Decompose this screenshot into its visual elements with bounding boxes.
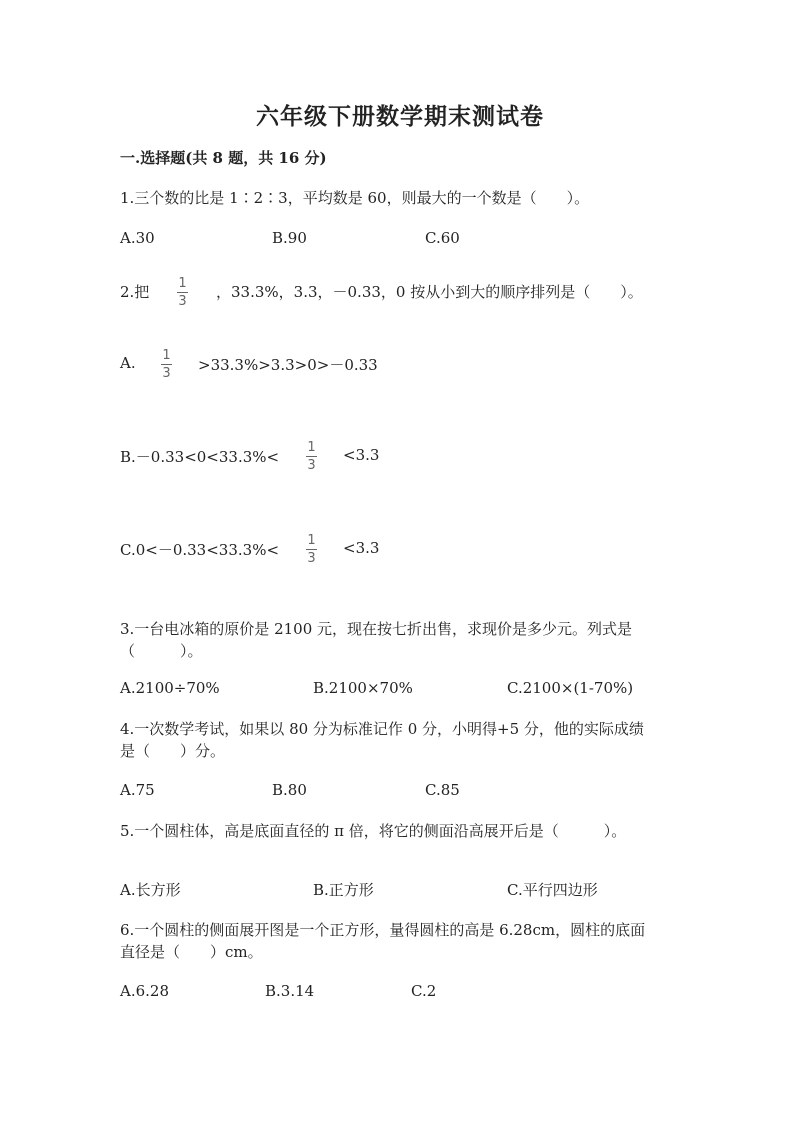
question-1-option-c: C.60 — [425, 229, 460, 247]
question-2-option-c-prefix: C.0<－0.33<33.3%< — [120, 541, 280, 559]
fraction-numerator: 1 — [307, 533, 316, 548]
fraction-bar — [306, 456, 317, 457]
question-3-option-b: B.2100×70% — [313, 679, 413, 697]
fraction-denominator: 3 — [307, 551, 316, 566]
question-1-option-a: A.30 — [120, 229, 155, 247]
fraction-numerator: 1 — [178, 276, 187, 291]
question-2-option-a-suffix: >33.3%>3.3>0>－0.33 — [198, 356, 378, 374]
question-6-option-b: B.3.14 — [265, 982, 315, 1000]
question-1-option-b: B.90 — [272, 229, 307, 247]
question-5-text: 5.一个圆柱体，高是底面直径的 π 倍，将它的侧面沿高展开后是（ ）。 — [120, 822, 627, 840]
question-4-option-a: A.75 — [120, 781, 155, 799]
question-2-option-a-prefix: A. — [120, 354, 136, 372]
question-2-option-c-suffix: <3.3 — [343, 539, 380, 557]
question-4-line-1: 4.一次数学考试，如果以 80 分为标准记作 0 分，小明得+5 分，他的实际成绩 — [120, 720, 644, 738]
section-heading: 一.选择题(共 8 题，共 16 分) — [120, 149, 327, 167]
question-6-line-1: 6.一个圆柱的侧面展开图是一个正方形，量得圆柱的高是 6.28cm，圆柱的底面 — [120, 921, 646, 939]
question-3-option-a: A.2100÷70% — [120, 679, 220, 697]
question-3-line-2: （ ）。 — [120, 642, 203, 660]
question-5-option-c: C.平行四边形 — [507, 881, 598, 899]
fraction-bar — [177, 292, 188, 293]
question-4-option-b: B.80 — [272, 781, 307, 799]
question-2-option-b-prefix: B.－0.33<0<33.3%< — [120, 448, 280, 466]
fraction-numerator: 1 — [162, 348, 171, 363]
fraction-numerator: 1 — [307, 440, 316, 455]
fraction-denominator: 3 — [307, 458, 316, 473]
question-3-option-c: C.2100×(1-70%) — [507, 679, 634, 697]
question-2-option-b-suffix: <3.3 — [343, 446, 380, 464]
fraction-denominator: 3 — [162, 366, 171, 381]
question-6-option-c: C.2 — [411, 982, 437, 1000]
question-6-option-a: A.6.28 — [120, 982, 169, 1000]
fraction-one-third — [177, 276, 188, 309]
fraction-denominator: 3 — [178, 294, 187, 309]
question-4-line-2: 是（ ）分。 — [120, 742, 226, 760]
question-2-text-before: 2.把 — [120, 283, 150, 301]
fraction-one-third — [306, 533, 317, 566]
fraction-one-third — [306, 440, 317, 473]
question-3-line-1: 3.一台电冰箱的原价是 2100 元，现在按七折出售，求现价是多少元。列式是 — [120, 620, 633, 638]
question-5-option-b: B.正方形 — [313, 881, 374, 899]
page-title: 六年级下册数学期末测试卷 — [256, 103, 544, 130]
question-2-text-after: ，33.3%，3.3，－0.33，0 按从小到大的顺序排列是（ ）。 — [216, 283, 643, 301]
question-4-option-c: C.85 — [425, 781, 460, 799]
fraction-one-third — [161, 348, 172, 381]
question-6-line-2: 直径是（ ）cm。 — [120, 943, 263, 961]
fraction-bar — [161, 364, 172, 365]
fraction-bar — [306, 549, 317, 550]
question-1-text: 1.三个数的比是 1∶2∶3，平均数是 60，则最大的一个数是（ ）。 — [120, 189, 590, 207]
question-5-option-a: A.长方形 — [120, 881, 181, 899]
